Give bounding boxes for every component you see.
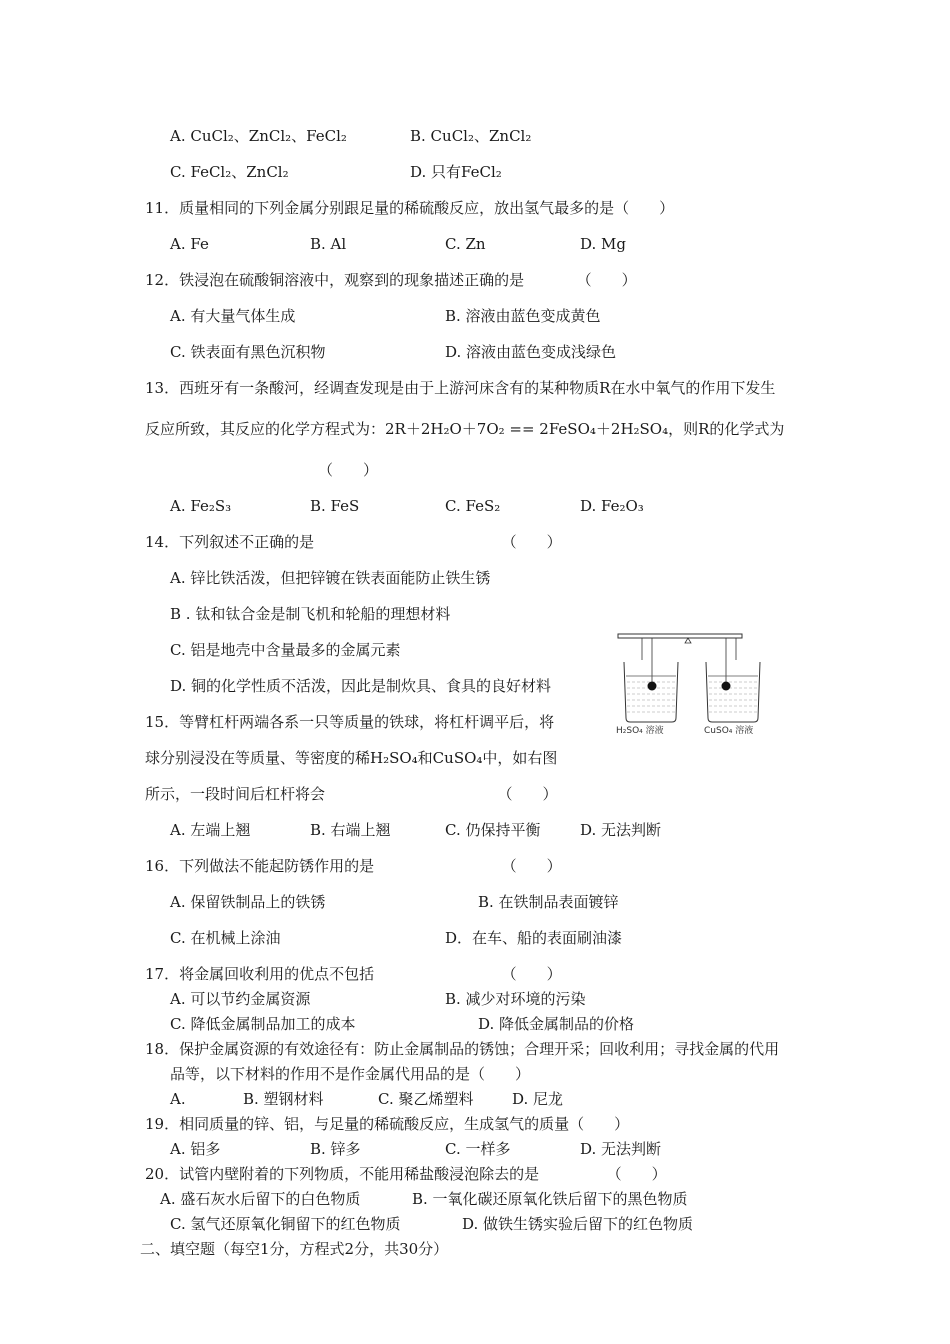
q11-option-b: B. Al xyxy=(310,235,347,253)
q17-option-d: D. 降低金属制品的价格 xyxy=(478,1015,635,1033)
q20-option-d: D. 做铁生锈实验后留下的红色物质 xyxy=(462,1215,694,1233)
q20-stem: 20．试管内壁附着的下列物质，不能用稀盐酸浸泡除去的是 （ ） xyxy=(145,1165,667,1183)
q13-option-d: D. Fe₂O₃ xyxy=(580,497,644,515)
q14-option-d: D. 铜的化学性质不活泼，因此是制炊具、食具的良好材料 xyxy=(170,677,552,695)
q20-option-a: A. 盛石灰水后留下的白色物质 xyxy=(160,1190,361,1208)
q16-option-c: C. 在机械上涂油 xyxy=(170,929,281,947)
left-iron-ball xyxy=(648,682,657,691)
right-iron-ball xyxy=(722,682,731,691)
q15-option-b: B. 右端上翘 xyxy=(310,821,391,839)
q10-option-d: D. 只有FeCl₂ xyxy=(410,163,502,181)
q15-option-d: D. 无法判断 xyxy=(580,821,662,839)
q16-option-d: D．在车、船的表面刷油漆 xyxy=(445,929,623,947)
q17-option-c: C. 降低金属制品加工的成本 xyxy=(170,1015,356,1033)
q18-stem-line1: 18．保护金属资源的有效途径有：防止金属制品的锈蚀；合理开采；回收利用；寻找金属的代用 xyxy=(145,1040,780,1058)
q15-stem-line3: 所示，一段时间后杠杆将会 （ ） xyxy=(145,785,558,803)
q13-stem-line2: 反应所致，其反应的化学方程式为：2R＋2H₂O＋7O₂ == 2FeSO₄＋2H₂SO₄，则R的化学式为 xyxy=(145,420,785,438)
q12-option-c: C. 铁表面有黑色沉积物 xyxy=(170,343,326,361)
q16-option-a: A. 保留铁制品上的铁锈 xyxy=(170,893,326,911)
q10-option-b: B. CuCl₂、ZnCl₂ xyxy=(410,127,532,145)
q13-option-a: A. Fe₂S₃ xyxy=(170,497,232,515)
q15-stem-line1: 15．等臂杠杆两端各系一只等质量的铁球，将杠杆调平后，将 xyxy=(145,713,555,731)
q19-option-a: A. 铝多 xyxy=(170,1140,221,1158)
q13-option-b: B. FeS xyxy=(310,497,360,515)
q20-option-c: C. 氢气还原氧化铜留下的红色物质 xyxy=(170,1215,401,1233)
q11-option-c: C. Zn xyxy=(445,235,486,253)
q17-option-a: A. 可以节约金属资源 xyxy=(170,990,311,1008)
q18-option-b: B. 塑钢材料 xyxy=(243,1090,324,1108)
fig-label-h2so4: H₂SO₄ 溶液 xyxy=(616,726,664,736)
q19-option-c: C. 一样多 xyxy=(445,1140,511,1158)
q11-option-d: D. Mg xyxy=(580,235,626,253)
section-2-heading: 二、填空题（每空1分，方程式2分，共30分） xyxy=(140,1240,449,1258)
q10-option-c: C. FeCl₂、ZnCl₂ xyxy=(170,163,289,181)
q18-option-d: D. 尼龙 xyxy=(512,1090,564,1108)
q12-option-a: A. 有大量气体生成 xyxy=(170,307,296,325)
q16-stem: 16．下列做法不能起防锈作用的是 （ ） xyxy=(145,857,562,875)
q18-option-a: A. xyxy=(170,1090,186,1108)
q17-option-b: B. 减少对环境的污染 xyxy=(445,990,586,1008)
q13-stem-line1: 13．西班牙有一条酸河，经调查发现是由于上游河床含有的某种物质R在水中氧气的作用下发生 xyxy=(145,379,776,397)
q19-stem: 19．相同质量的锌、铝，与足量的稀硫酸反应，生成氢气的质量（ ） xyxy=(145,1115,630,1133)
q16-option-b: B. 在铁制品表面镀锌 xyxy=(478,893,619,911)
fig-label-cuso4: CuSO₄ 溶液 xyxy=(704,726,754,736)
q12-option-b: B. 溶液由蓝色变成黄色 xyxy=(445,307,601,325)
q19-option-b: B. 锌多 xyxy=(310,1140,361,1158)
lever-beakers-figure xyxy=(612,632,772,736)
q14-option-b: B . 钛和钛合金是制飞机和轮船的理想材料 xyxy=(170,605,451,623)
q18-option-c: C. 聚乙烯塑料 xyxy=(378,1090,474,1108)
q15-stem-line2: 球分别浸没在等质量、等密度的稀H₂SO₄和CuSO₄中，如右图 xyxy=(145,749,558,767)
q20-option-b: B. 一氧化碳还原氧化铁后留下的黑色物质 xyxy=(412,1190,688,1208)
q12-option-d: D. 溶液由蓝色变成浅绿色 xyxy=(445,343,617,361)
q14-stem: 14．下列叙述不正确的是 （ ） xyxy=(145,533,562,551)
q10-option-a: A. CuCl₂、ZnCl₂、FeCl₂ xyxy=(170,127,347,145)
q19-option-d: D. 无法判断 xyxy=(580,1140,662,1158)
q11-option-a: A. Fe xyxy=(170,235,209,253)
q15-option-c: C. 仍保持平衡 xyxy=(445,821,541,839)
q14-option-a: A. 锌比铁活泼，但把锌镀在铁表面能防止铁生锈 xyxy=(170,569,491,587)
q13-option-c: C. FeS₂ xyxy=(445,497,501,515)
q18-stem-line2: 品等，以下材料的作用不是作金属代用品的是（ ） xyxy=(170,1065,531,1083)
q15-option-a: A. 左端上翘 xyxy=(170,821,251,839)
q14-option-c: C. 铝是地壳中含量最多的金属元素 xyxy=(170,641,401,659)
q11-stem: 11．质量相同的下列金属分别跟足量的稀硫酸反应，放出氢气最多的是（ ） xyxy=(145,199,675,217)
q12-stem: 12．铁浸泡在硫酸铜溶液中，观察到的现象描述正确的是 （ ） xyxy=(145,271,637,289)
q13-answer-paren: （ ） xyxy=(318,461,379,479)
q17-stem: 17．将金属回收利用的优点不包括 （ ） xyxy=(145,965,562,983)
